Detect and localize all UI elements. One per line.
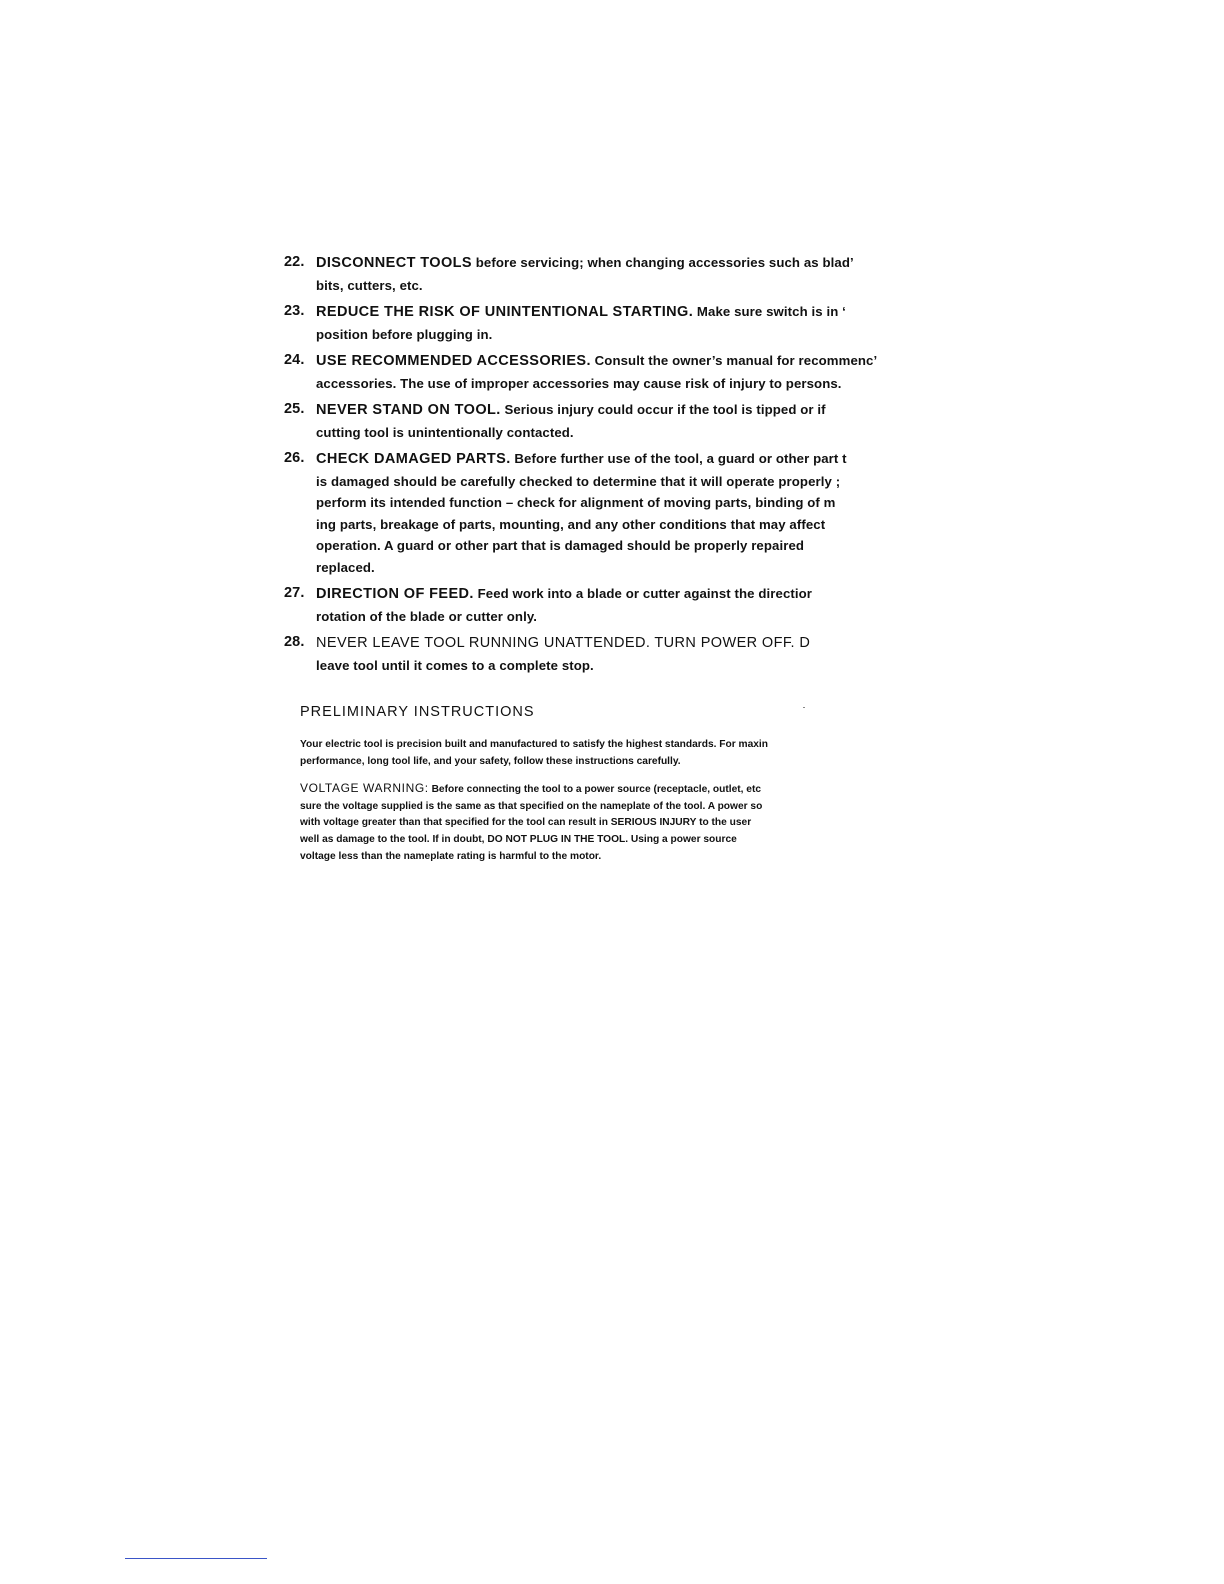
rule-text: before servicing; when changing accessories such as blad’ <box>471 255 854 270</box>
paragraph-line: performance, long tool life, and your safety, follow these instructions carefully. <box>300 755 681 767</box>
rule-line <box>316 632 974 655</box>
rule-text: Consult the owner’s manual for recommenc’ <box>590 353 878 368</box>
rule-number: 25. <box>284 401 305 417</box>
rule-line: is damaged should be carefully checked to determine that it will operate properly ; <box>316 473 841 489</box>
rule-line: rotation of the blade or cutter only. <box>316 608 538 624</box>
rule-number: 22. <box>284 254 305 270</box>
rule-line <box>316 399 974 422</box>
rule-line: ing parts, breakage of parts, mounting, and any other conditions that may affect <box>316 516 826 532</box>
rule-text: Make sure switch is in ‘ <box>693 304 846 319</box>
paragraph-line: well as damage to the tool. If in doubt, DO NOT PLUG IN THE TOOL. Using a power source <box>300 833 737 845</box>
rule-22 <box>284 252 974 296</box>
intro-paragraph <box>300 737 960 770</box>
rule-heading: REDUCE THE RISK OF UNINTENTIONAL STARTING. <box>316 304 694 320</box>
voltage-warning-label: VOLTAGE WARNING: <box>300 781 429 796</box>
rule-line <box>316 252 974 275</box>
section-heading: PRELIMINARY INSTRUCTIONS <box>300 704 535 720</box>
rule-heading: CHECK DAMAGED PARTS. <box>316 451 511 467</box>
rule-line: perform its intended function – check for alignment of moving parts, binding of m <box>316 495 836 510</box>
preliminary-instructions <box>300 703 960 875</box>
rule-line <box>316 350 974 373</box>
rule-heading: NEVER LEAVE TOOL RUNNING UNATTENDED. TURN POWER OFF. D <box>316 635 811 651</box>
rule-heading: DIRECTION OF FEED. <box>316 586 474 602</box>
rule-line: leave tool until it comes to a complete stop. <box>316 657 594 673</box>
rule-line: accessories. The use of improper accessories may cause risk of injury to persons. <box>316 375 842 391</box>
rule-line: bits, cutters, etc. <box>316 277 423 293</box>
rule-heading: NEVER STAND ON TOOL. <box>316 402 501 418</box>
rule-heading: USE RECOMMENDED ACCESSORIES. <box>316 353 591 369</box>
rule-line <box>316 583 974 606</box>
rule-text: Serious injury could occur if the tool is tipped or if <box>500 402 826 417</box>
rule-number: 23. <box>284 303 305 319</box>
paragraph-line: sure the voltage supplied is the same as that specified on the nameplate of the tool. A power so <box>300 800 763 812</box>
safety-rules-list <box>284 252 974 681</box>
rule-23 <box>284 301 974 345</box>
rule-line: operation. A guard or other part that is damaged should be properly repaired <box>316 538 805 553</box>
paragraph-line <box>300 780 960 799</box>
rule-line <box>316 448 974 471</box>
rule-number: 28. <box>284 634 305 650</box>
rule-line: replaced. <box>316 559 375 575</box>
paragraph-line: Your electric tool is precision built and manufactured to satisfy the highest standards. For maxin <box>300 739 768 750</box>
rule-heading: DISCONNECT TOOLS <box>316 255 472 271</box>
rule-text: Before further use of the tool, a guard or other part t <box>510 451 847 466</box>
paragraph-line: with voltage greater than that specified for the tool can result in SERIOUS INJURY to the user <box>300 817 752 829</box>
footer-rule <box>125 1558 267 1559</box>
rule-27 <box>284 583 974 627</box>
rule-line <box>316 301 974 324</box>
rule-line: cutting tool is unintentionally contacted. <box>316 424 574 440</box>
rule-text: Feed work into a blade or cutter against the directior <box>473 586 813 601</box>
paragraph-line: voltage less than the nameplate rating is harmful to the motor. <box>300 850 602 862</box>
rule-line: position before plugging in. <box>316 326 493 342</box>
rule-24 <box>284 350 974 394</box>
rule-25 <box>284 399 974 443</box>
rule-number: 27. <box>284 585 305 601</box>
rule-26 <box>284 448 974 578</box>
voltage-warning-paragraph <box>300 780 960 865</box>
rule-number: 24. <box>284 352 305 368</box>
paragraph-text: Before connecting the tool to a power source (receptacle, outlet, etc <box>428 784 762 796</box>
rule-number: 26. <box>284 450 305 466</box>
rule-28 <box>284 632 974 676</box>
